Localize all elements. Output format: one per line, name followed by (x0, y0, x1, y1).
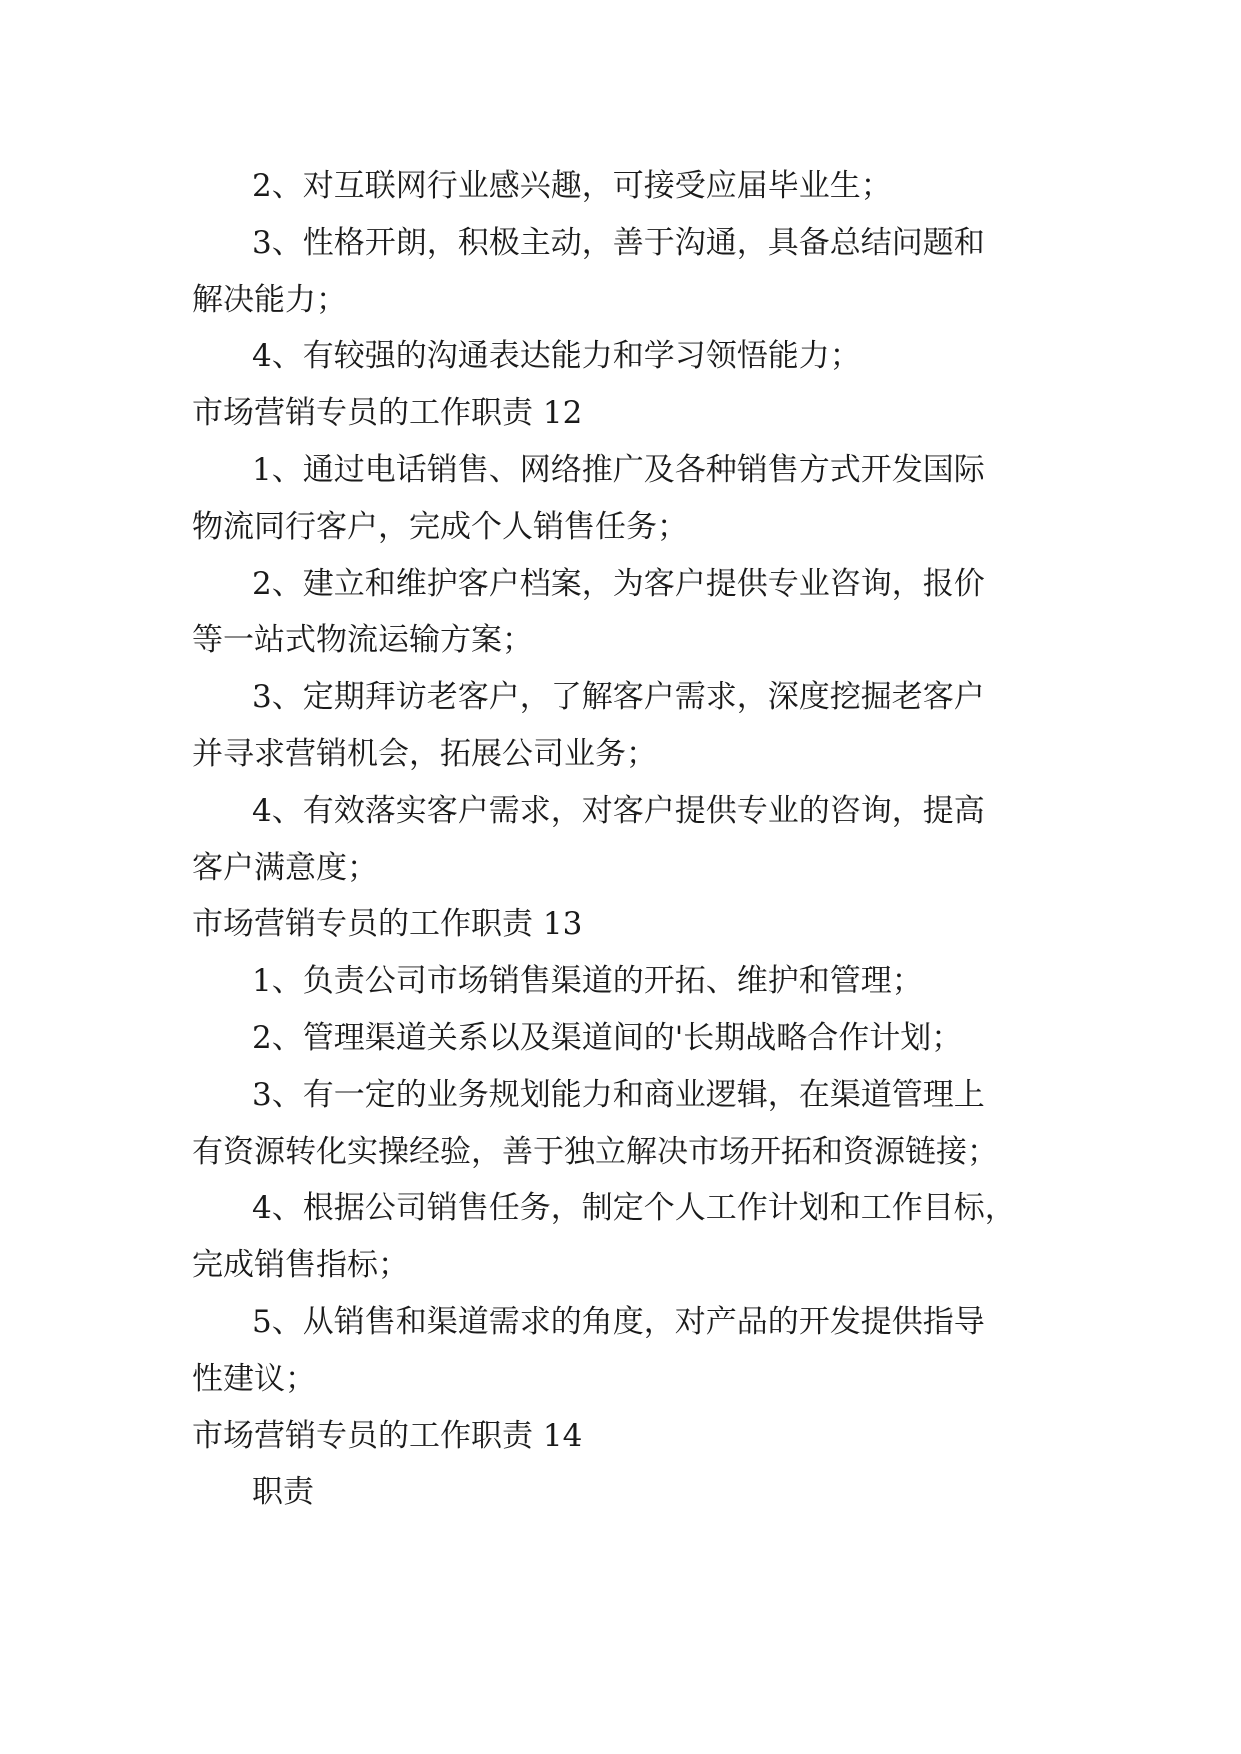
section-heading-12: 市场营销专员的工作职责 12 (192, 395, 583, 432)
list-item-4-continued: 完成销售指标； (192, 1247, 409, 1284)
list-item-2: 2、对互联网行业感兴趣，可接受应届毕业生； (252, 168, 892, 204)
list-item-3: 3、定期拜访老客户，了解客户需求，深度挖掘老客户 (252, 679, 985, 716)
list-item-3-continued: 有资源转化实操经验，善于独立解决市场开拓和资源链接； (192, 1133, 998, 1170)
list-item-4: 4、根据公司销售任务，制定个人工作计划和工作目标， (252, 1190, 1016, 1227)
list-item-5-continued: 性建议； (192, 1360, 316, 1397)
list-item-1: 1、负责公司市场销售渠道的开拓、维护和管理； (252, 963, 923, 1000)
list-item-3-continued: 解决能力； (192, 281, 347, 318)
list-item-3: 3、性格开朗，积极主动，善于沟通，具备总结问题和 (252, 224, 985, 261)
subsection-label: 职责 (252, 1474, 314, 1511)
list-item-2: 2、管理渠道关系以及渠道间的'长期战略合作计划； (252, 1019, 963, 1056)
section-heading-13: 市场营销专员的工作职责 13 (192, 906, 583, 943)
list-item-2-continued: 等一站式物流运输方案； (192, 622, 533, 659)
list-item-1: 1、通过电话销售、网络推广及各种销售方式开发国际 (252, 451, 985, 488)
section-heading-14: 市场营销专员的工作职责 14 (192, 1417, 583, 1454)
list-item-4: 4、有较强的沟通表达能力和学习领悟能力； (252, 338, 861, 375)
list-item-5: 5、从销售和渠道需求的角度，对产品的开发提供指导 (252, 1303, 985, 1340)
document-body (0, 158, 1241, 1521)
list-item-2: 2、建立和维护客户档案，为客户提供专业咨询，报价 (252, 565, 985, 602)
list-item-3: 3、有一定的业务规划能力和商业逻辑，在渠道管理上 (252, 1076, 985, 1113)
list-item-1-continued: 物流同行客户，完成个人销售任务； (192, 508, 688, 545)
list-item-4: 4、有效落实客户需求，对客户提供专业的咨询，提高 (252, 792, 985, 829)
list-item-3-continued: 并寻求营销机会，拓展公司业务； (192, 735, 657, 772)
list-item-4-continued: 客户满意度； (192, 849, 378, 886)
